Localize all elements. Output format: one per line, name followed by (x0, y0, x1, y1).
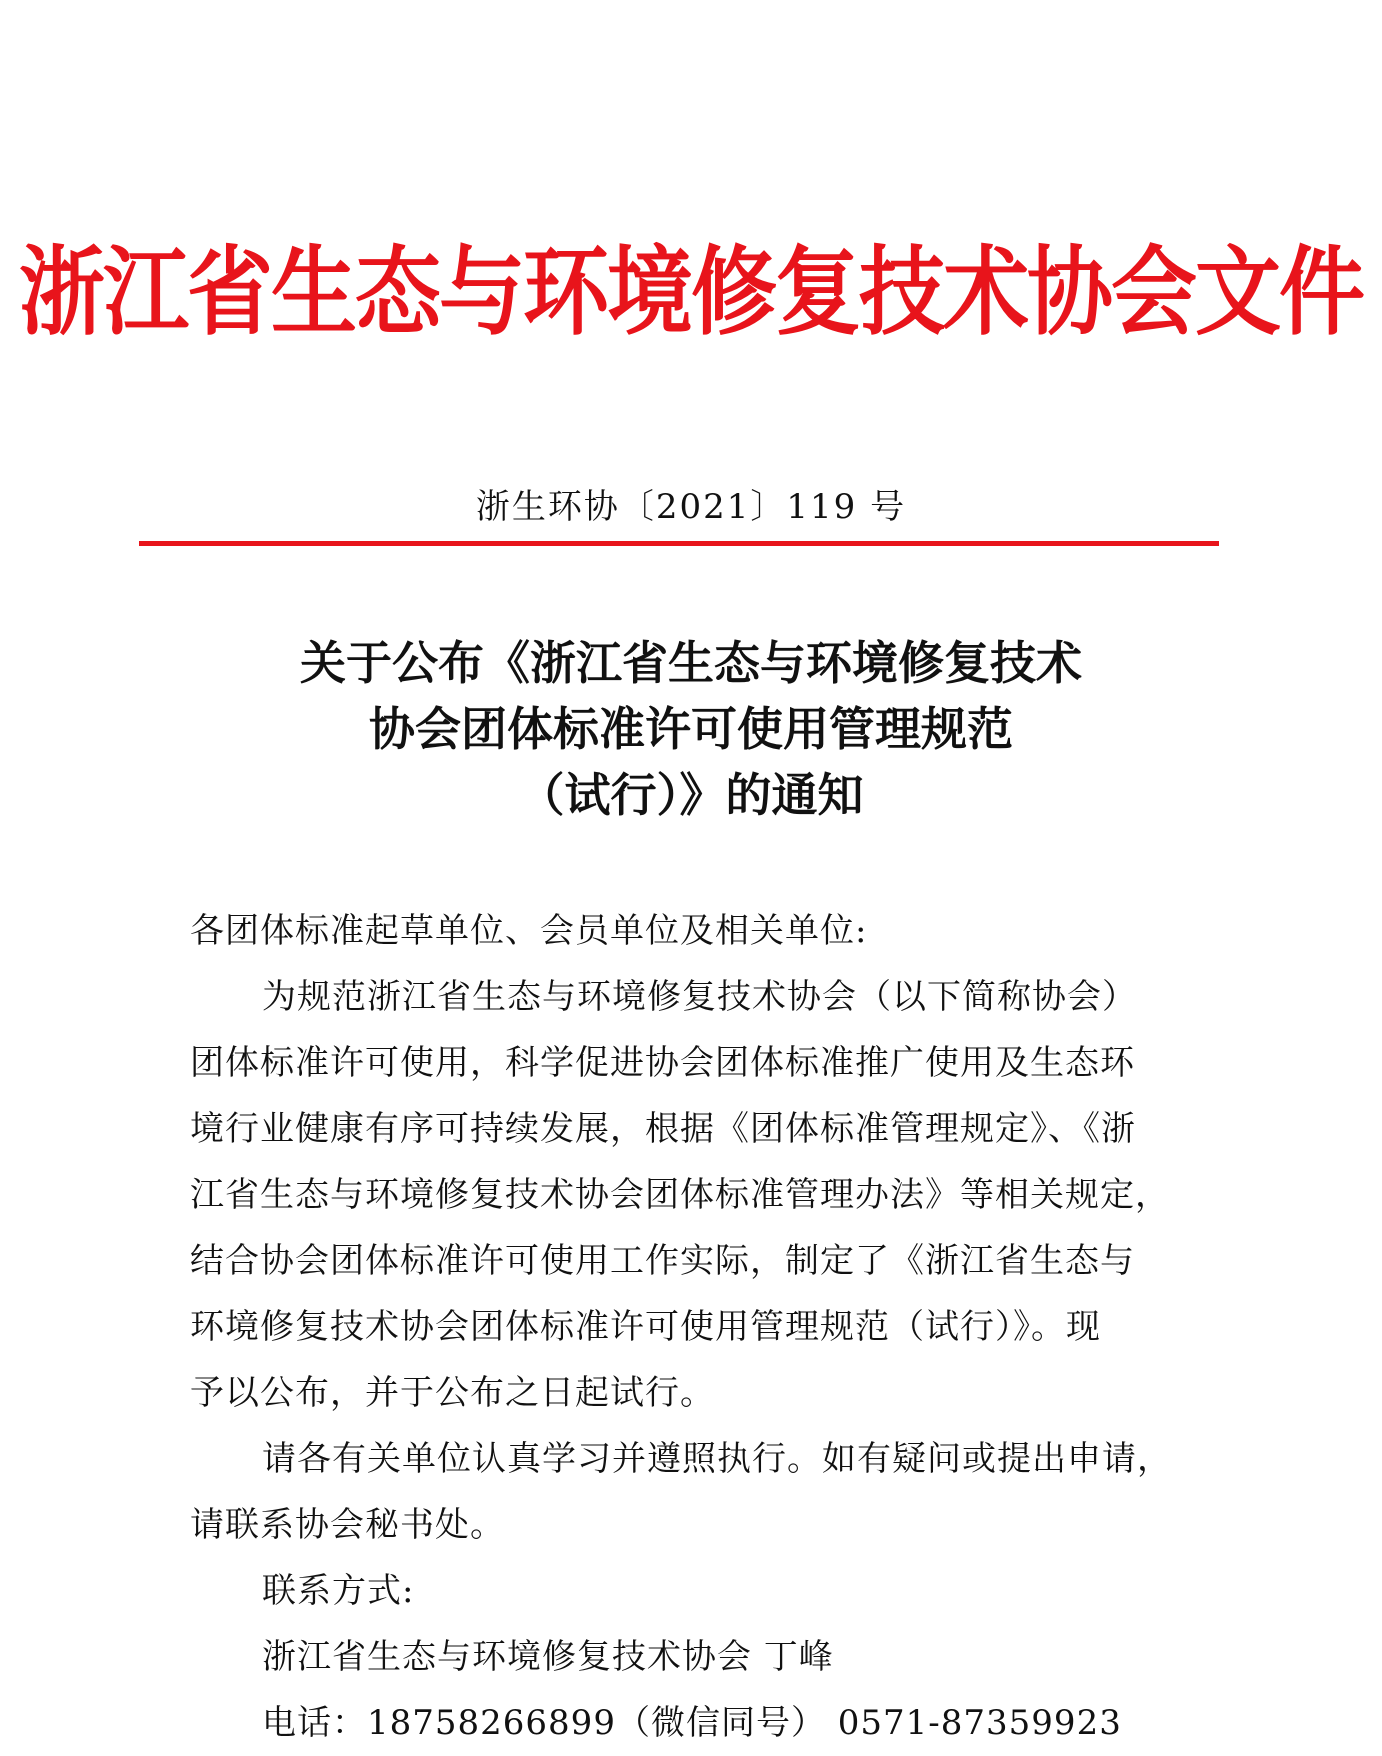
red-divider (139, 541, 1219, 546)
notice-title-line: 关于公布《浙江省生态与环境修复技术 (300, 636, 1082, 690)
paragraph-line: 江省生态与环境修复技术协会团体标准管理办法》等相关规定， (190, 1175, 1170, 1215)
paragraph-line: 环境修复技术协会团体标准许可使用管理规范（试行）》。现 (190, 1307, 1101, 1347)
notice-title-line: 协会团体标准许可使用管理规范 (369, 702, 1013, 756)
paragraph-line: 境行业健康有序可持续发展，根据《团体标准管理规定》、《浙 (190, 1109, 1136, 1149)
paragraph-line: 结合协会团体标准许可使用工作实际，制定了《浙江省生态与 (190, 1241, 1135, 1281)
paragraph-line: 请联系协会秘书处。 (190, 1505, 505, 1545)
salutation: 各团体标准起草单位、会员单位及相关单位: (190, 911, 868, 951)
document-number: 浙生环协〔2021〕119 号 (475, 487, 907, 527)
contact-label: 联系方式: (262, 1571, 415, 1611)
paragraph-line: 予以公布，并于公布之日起试行。 (190, 1373, 715, 1413)
contact-phone: 电话：18758266899（微信同号） 0571-87359923 (262, 1703, 1122, 1743)
paragraph-line: 团体标准许可使用，科学促进协会团体标准推广使用及生态环 (190, 1043, 1135, 1083)
paragraph-line: 为规范浙江省生态与环境修复技术协会（以下简称协会） (262, 977, 1137, 1017)
notice-title (0, 630, 1382, 828)
paragraph-line: 请各有关单位认真学习并遵照执行。如有疑问或提出申请， (262, 1439, 1172, 1479)
notice-body (190, 898, 1230, 1756)
contact-organization: 浙江省生态与环境修复技术协会 丁峰 (262, 1637, 834, 1677)
notice-title-line: （试行）》的通知 (518, 768, 864, 822)
masthead-title: 浙江省生态与环境修复技术协会文件 (19, 237, 1363, 349)
